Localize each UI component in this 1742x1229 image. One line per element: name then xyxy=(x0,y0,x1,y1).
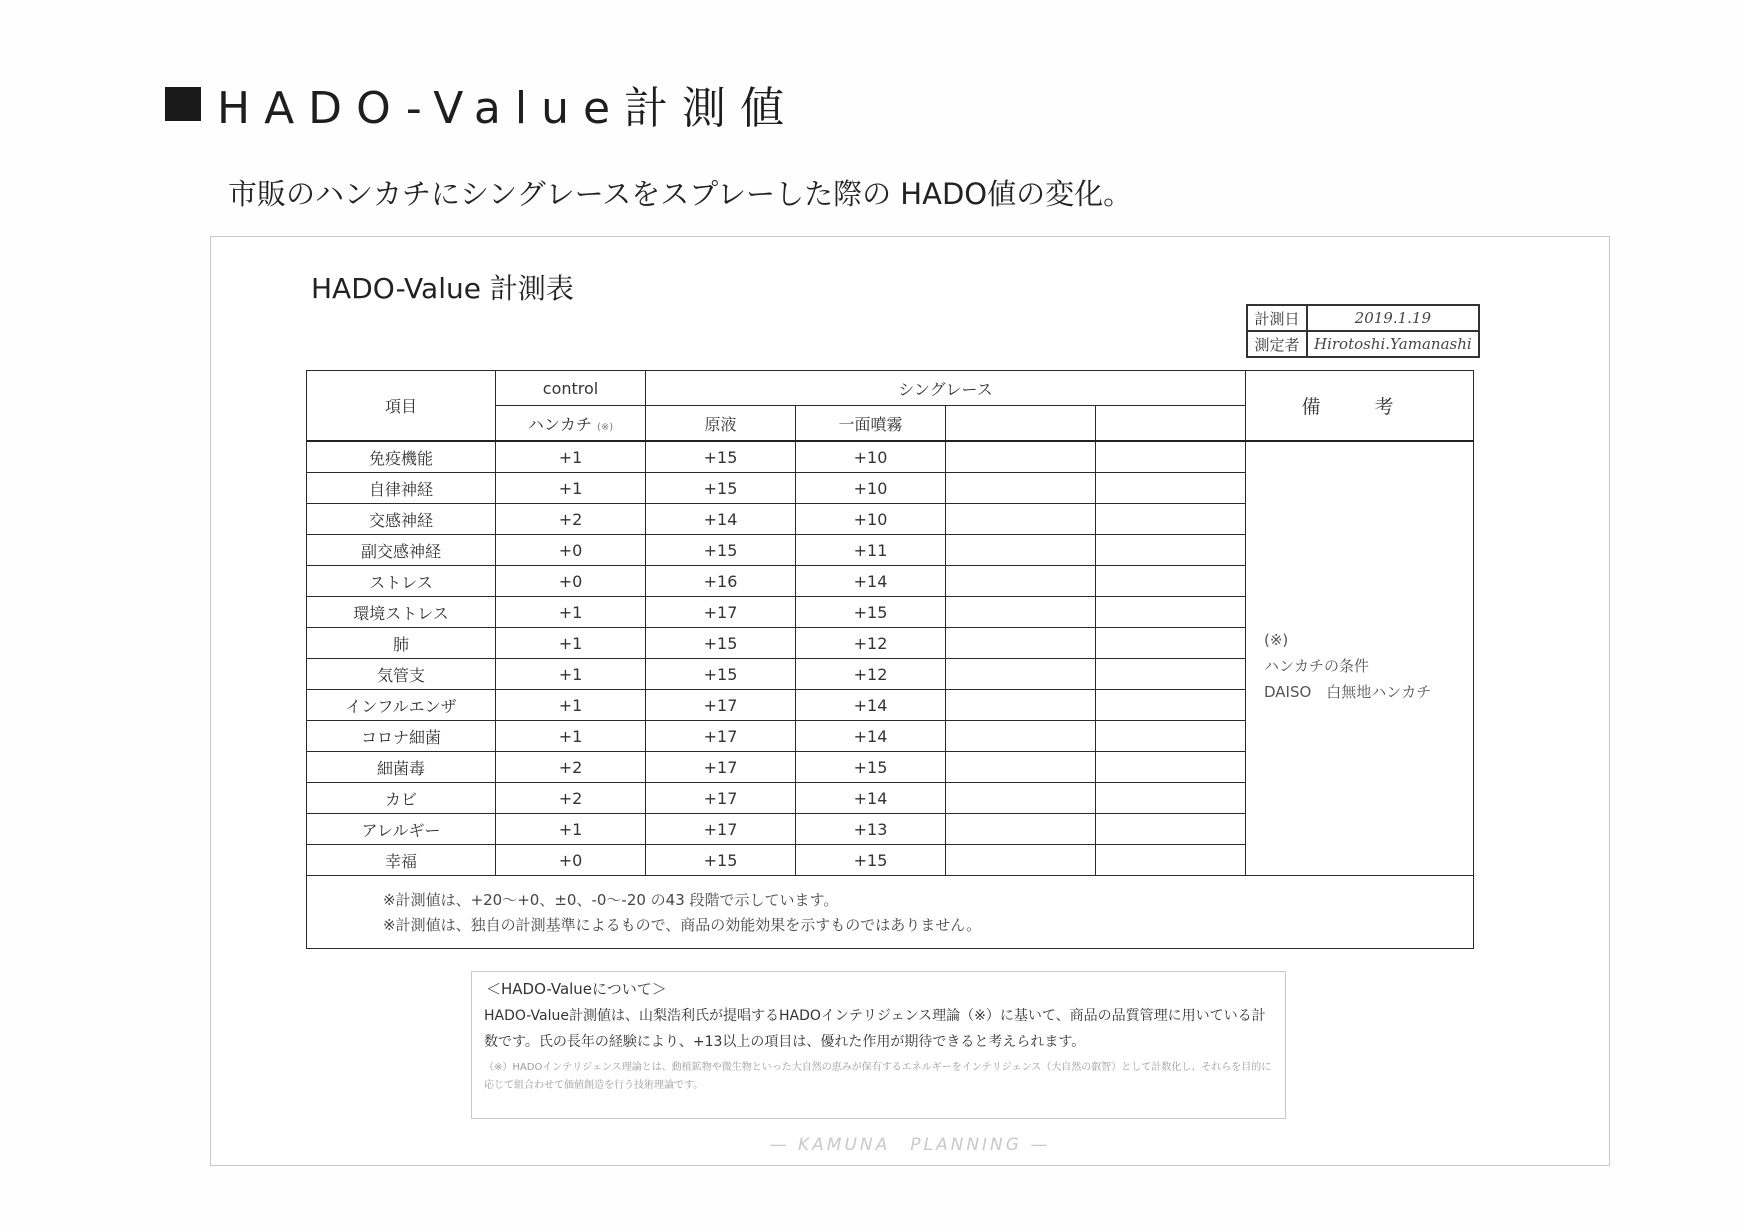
page-subtitle: 市販のハンカチにシングレースをスプレーした際の HADO値の変化。 xyxy=(228,177,1133,211)
measurer-value: Hirotoshi.Yamanashi xyxy=(1307,331,1479,357)
spray-value: +10 xyxy=(796,473,946,504)
item-cell: 肺 xyxy=(307,628,496,659)
empty-cell xyxy=(1096,814,1246,845)
stock-value: +15 xyxy=(646,659,796,690)
item-cell: カビ xyxy=(307,783,496,814)
empty-cell xyxy=(946,659,1096,690)
spray-value: +12 xyxy=(796,659,946,690)
control-value: +1 xyxy=(496,690,646,721)
note-line: ※計測値は、独自の計測基準によるもので、商品の効能効果を示すものではありません。 xyxy=(383,916,982,934)
control-value: +1 xyxy=(496,473,646,504)
date-label: 計測日 xyxy=(1247,305,1307,331)
control-value: +2 xyxy=(496,752,646,783)
notes-row xyxy=(307,876,1474,949)
empty-cell xyxy=(1096,721,1246,752)
spray-subheader: 一面噴霧 xyxy=(796,406,946,442)
control-value: +0 xyxy=(496,566,646,597)
control-sub-mark: (※) xyxy=(596,421,614,433)
empty-cell xyxy=(1096,566,1246,597)
item-cell: アレルギー xyxy=(307,814,496,845)
empty-cell xyxy=(946,535,1096,566)
control-subheader xyxy=(496,406,646,442)
empty-cell xyxy=(946,721,1096,752)
spray-value: +14 xyxy=(796,566,946,597)
control-value: +1 xyxy=(496,814,646,845)
spray-value: +13 xyxy=(796,814,946,845)
item-cell: 細菌毒 xyxy=(307,752,496,783)
spray-value: +15 xyxy=(796,845,946,876)
table-row xyxy=(307,441,1474,473)
empty-cell xyxy=(1096,441,1246,473)
control-value: +0 xyxy=(496,845,646,876)
stock-value: +15 xyxy=(646,628,796,659)
remark-line1: ハンカチの条件 xyxy=(1264,657,1370,675)
sheet-title: HADO-Value 計測表 xyxy=(311,272,574,305)
stock-value: +16 xyxy=(646,566,796,597)
spray-value: +14 xyxy=(796,690,946,721)
stock-value: +17 xyxy=(646,721,796,752)
item-cell: 環境ストレス xyxy=(307,597,496,628)
notes-cell xyxy=(307,876,1474,949)
empty-cell xyxy=(1096,535,1246,566)
empty-cell xyxy=(1096,690,1246,721)
item-cell: 免疫機能 xyxy=(307,441,496,473)
empty-cell xyxy=(946,814,1096,845)
empty-cell xyxy=(1096,845,1246,876)
empty-cell xyxy=(946,845,1096,876)
remark-header: 備 考 xyxy=(1246,371,1474,442)
stock-value: +15 xyxy=(646,535,796,566)
spray-value: +12 xyxy=(796,628,946,659)
empty-cell xyxy=(946,597,1096,628)
date-value: 2019.1.19 xyxy=(1307,305,1479,331)
stock-value: +17 xyxy=(646,597,796,628)
measurement-sheet xyxy=(210,236,1610,1166)
meta-table xyxy=(1246,304,1480,358)
item-cell: ストレス xyxy=(307,566,496,597)
remark-mark: (※) xyxy=(1264,631,1289,649)
empty-cell xyxy=(1096,659,1246,690)
empty-cell xyxy=(1096,752,1246,783)
stock-value: +17 xyxy=(646,690,796,721)
empty-subheader xyxy=(1096,406,1246,442)
stock-value: +15 xyxy=(646,441,796,473)
item-cell: 気管支 xyxy=(307,659,496,690)
about-box xyxy=(471,971,1286,1119)
control-value: +1 xyxy=(496,628,646,659)
control-value: +1 xyxy=(496,597,646,628)
item-cell: コロナ細菌 xyxy=(307,721,496,752)
spray-value: +14 xyxy=(796,721,946,752)
control-header: control xyxy=(496,371,646,406)
stock-value: +17 xyxy=(646,783,796,814)
empty-cell xyxy=(1096,473,1246,504)
empty-cell xyxy=(1096,783,1246,814)
remark-line2: DAISO 白無地ハンカチ xyxy=(1264,683,1432,701)
stock-value: +17 xyxy=(646,814,796,845)
spray-value: +11 xyxy=(796,535,946,566)
footer-brand: — KAMUNA PLANNING — xyxy=(769,1135,1051,1155)
title-square-icon xyxy=(165,87,201,121)
control-sub-label: ハンカチ xyxy=(527,414,592,434)
spray-value: +15 xyxy=(796,752,946,783)
spray-value: +15 xyxy=(796,597,946,628)
stock-value: +15 xyxy=(646,473,796,504)
item-cell: 副交感神経 xyxy=(307,535,496,566)
empty-cell xyxy=(946,690,1096,721)
item-cell: インフルエンザ xyxy=(307,690,496,721)
empty-cell xyxy=(946,504,1096,535)
empty-cell xyxy=(946,566,1096,597)
empty-cell xyxy=(1096,597,1246,628)
stock-value: +14 xyxy=(646,504,796,535)
note-line: ※計測値は、+20～+0、±0、-0～-20 の43 段階で示しています。 xyxy=(383,891,839,909)
spray-value: +14 xyxy=(796,783,946,814)
product-header: シングレース xyxy=(646,371,1246,406)
empty-cell xyxy=(946,783,1096,814)
remark-cell xyxy=(1246,441,1474,876)
spray-value: +10 xyxy=(796,504,946,535)
empty-cell xyxy=(946,441,1096,473)
control-value: +2 xyxy=(496,504,646,535)
measurer-label: 測定者 xyxy=(1247,331,1307,357)
item-cell: 幸福 xyxy=(307,845,496,876)
stock-subheader: 原液 xyxy=(646,406,796,442)
about-heading: ＜HADO-Valueについて＞ xyxy=(486,980,667,998)
control-value: +2 xyxy=(496,783,646,814)
item-header: 項目 xyxy=(307,371,496,442)
page-title-text: HADO-Value計測値 xyxy=(217,83,799,134)
control-value: +1 xyxy=(496,721,646,752)
control-value: +0 xyxy=(496,535,646,566)
empty-cell xyxy=(1096,628,1246,659)
spray-value: +10 xyxy=(796,441,946,473)
about-footnote: （※）HADOインテリジェンス理論とは、動植鉱物や微生物といった大自然の恵みが保有するエネルギーをインテリジェンス（大自然の叡智）として計数化し、それらを目的に応じて組合わせて価値創造を行う技術理論です。 xyxy=(484,1062,1272,1091)
empty-cell xyxy=(946,628,1096,659)
stock-value: +15 xyxy=(646,845,796,876)
page-title xyxy=(165,72,798,136)
measurement-table xyxy=(306,370,1474,949)
empty-subheader xyxy=(946,406,1096,442)
empty-cell xyxy=(1096,504,1246,535)
item-cell: 交感神経 xyxy=(307,504,496,535)
stock-value: +17 xyxy=(646,752,796,783)
control-value: +1 xyxy=(496,659,646,690)
control-value: +1 xyxy=(496,441,646,473)
empty-cell xyxy=(946,752,1096,783)
about-body: HADO-Value計測値は、山梨浩利氏が提唱するHADOインテリジェンス理論（※）に基いて、商品の品質管理に用いている計数です。氏の長年の経験により、+13以上の項目は、優れた作用が期待できると考えられます。 xyxy=(484,1008,1266,1050)
item-cell: 自律神経 xyxy=(307,473,496,504)
empty-cell xyxy=(946,473,1096,504)
